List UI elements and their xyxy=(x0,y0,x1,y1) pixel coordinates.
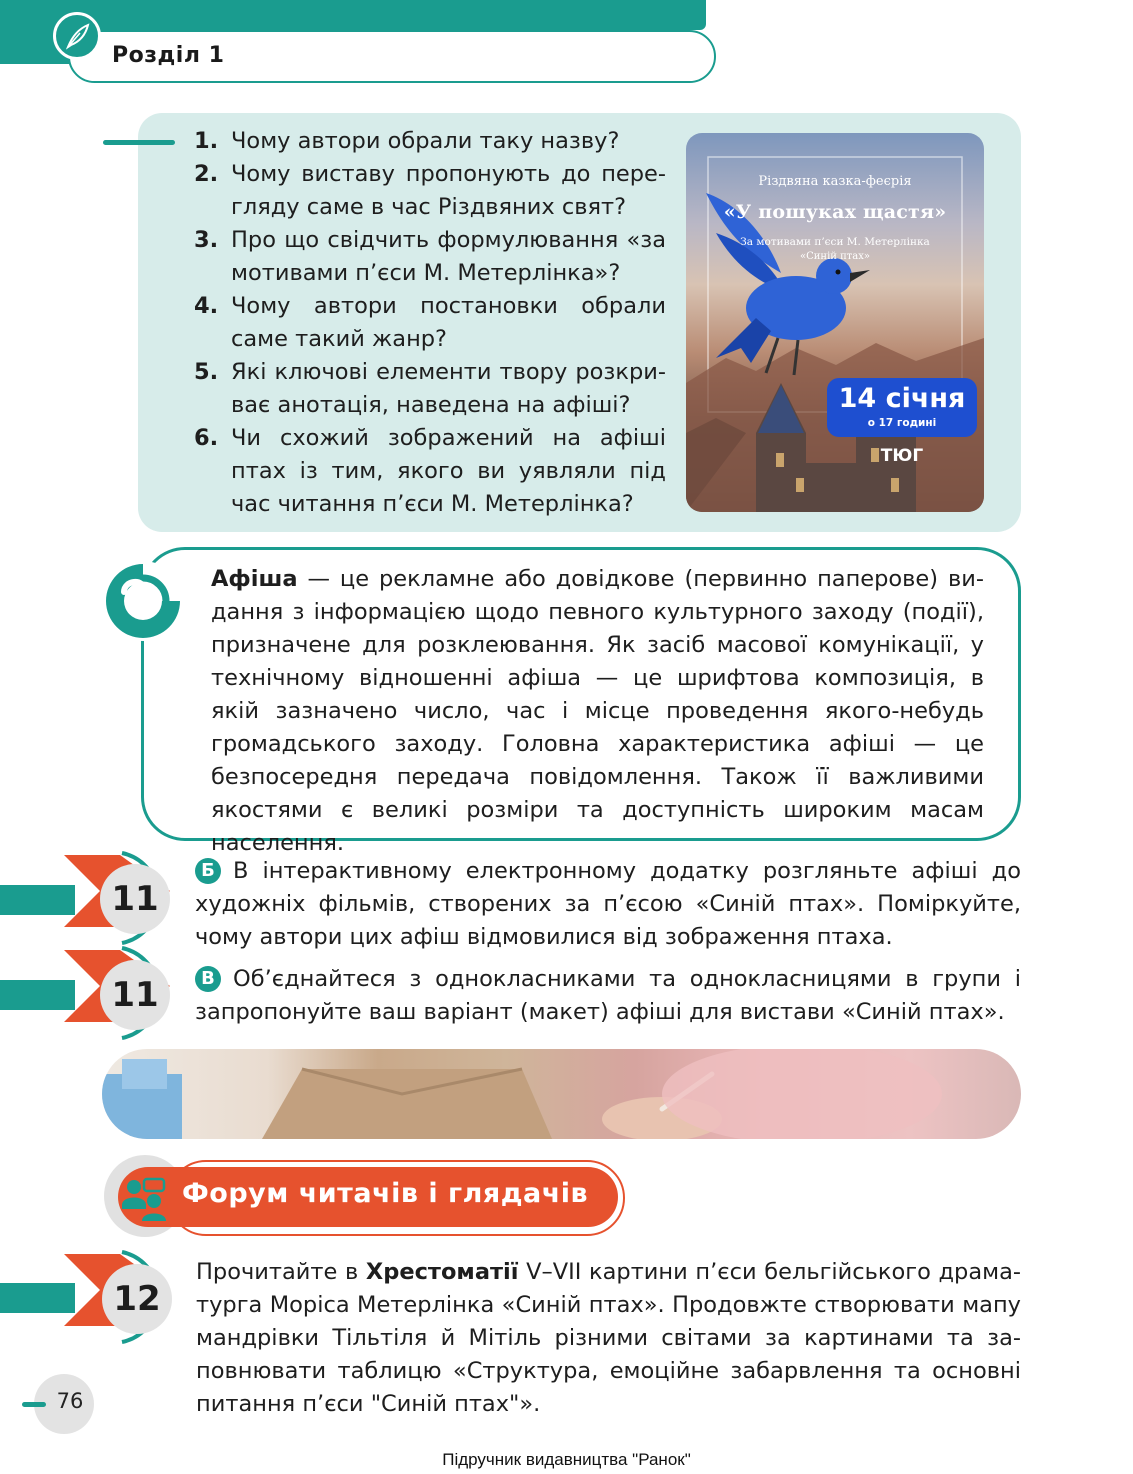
decorative-photo xyxy=(102,1049,1021,1139)
question-number: 4. xyxy=(194,293,219,319)
task-number-badge: 11 xyxy=(100,960,170,1030)
question-text: Які ключові елементи твору розкриває анотація, наведена на афіші? xyxy=(231,359,666,418)
info-question-icon xyxy=(100,558,186,644)
question-text: Чому автори постановки обрали саме такий жанр? xyxy=(231,293,666,352)
discussion-icon xyxy=(118,1175,168,1223)
question-item xyxy=(194,422,666,521)
poster-subtitle: Різдвяна казка-феєрія xyxy=(758,174,912,189)
question-text: Чому автори обрали таку назву? xyxy=(231,128,620,154)
poster-date: 14 січня xyxy=(838,383,966,414)
task-body-end: V–VII картини п’єси бельгійського драматурга Моріса Метерлінка «Синій птах». Продовжте створювати мапу мандрівки Тільтіля й Мітіль різними світами за картинами та заповнювати таблицю «Структура, емоційне забарвлення та основні питання п’єси "Синій птах"». xyxy=(196,1259,1021,1417)
question-item xyxy=(194,224,666,290)
question-item xyxy=(194,290,666,356)
poster-image xyxy=(686,133,984,512)
question-number: 6. xyxy=(194,425,219,451)
question-number: 3. xyxy=(194,227,219,253)
task-number-badge: 12 xyxy=(102,1264,172,1334)
question-number: 5. xyxy=(194,359,219,385)
task-letter-badge: В xyxy=(195,966,221,992)
section-title: Розділ 1 xyxy=(112,43,225,68)
photo-artwork xyxy=(102,1049,1021,1139)
forum-title: Форум читачів і глядачів xyxy=(182,1178,589,1209)
poster-based-on: За мотивами п’єси М. Метерлінка xyxy=(740,236,930,248)
feather-icon xyxy=(62,21,92,51)
task-body-start: Прочитайте в xyxy=(196,1259,366,1285)
question-item xyxy=(194,125,666,158)
definition-text xyxy=(211,563,984,860)
question-text: Про що свідчить формулювання «за мотивами п’єси М. Метерлінка»? xyxy=(231,227,666,286)
poster-source-title: «Синій птах» xyxy=(799,251,871,262)
questions-marker xyxy=(103,140,175,145)
questions-list xyxy=(194,125,666,521)
anthology-title: Хрестоматії xyxy=(365,1259,519,1285)
header-logo xyxy=(53,12,101,60)
question-item xyxy=(194,356,666,422)
definition-term: Афіша xyxy=(211,566,298,592)
poster-title: «У пошуках щастя» xyxy=(723,201,947,223)
question-text: Чи схожий зображений на афіші птах із тим, якого ви уявляли під час читання п’єси М. Метерлінка? xyxy=(231,425,666,517)
task-text xyxy=(196,1256,1021,1421)
task-text xyxy=(195,963,1021,1029)
question-number: 2. xyxy=(194,161,219,187)
task-text xyxy=(195,855,1021,954)
task-letter-badge: Б xyxy=(195,858,221,884)
poster-time: о 17 годині xyxy=(867,417,937,429)
definition-body: — це рекламне або довідкове (первинно паперове) видання з інформацією щодо певного культурного заходу (події), призначене для розклеювання. Як засіб масової комунікації, у технічному відношенні афіша — це шрифтова композиція, в якій зазначено число, час і місце проведення якого-небудь громадського заходу. Головна характеристика афіші — це безпосередня передача повідомлення. Також її важливими якостями є великі розміри та доступність широким масам населення. xyxy=(211,566,984,856)
task-body: В інтерактивному електронному додатку розгляньте афіші до художніх фільмів, створених за п’єсою «Синій птах». Поміркуйте, чому автори цих афіш відмовилися від зображення птаха. xyxy=(195,858,1021,950)
poster-theatre: ТЮГ xyxy=(880,446,924,466)
publisher-credit: Підручник видавництва "Ранок" xyxy=(442,1450,691,1469)
question-text: Чому виставу пропонують до перегляду саме в час Різдвяних свят? xyxy=(231,161,666,220)
question-number: 1. xyxy=(194,128,219,154)
task-body: Об’єднайтеся з однокласниками та однокласницями в групи і запропонуйте ваш варіант (макет) афіші для вистави «Синій птах». xyxy=(195,966,1021,1025)
header-band xyxy=(0,0,706,30)
task-number-badge: 11 xyxy=(100,864,170,934)
question-item xyxy=(194,158,666,224)
page-number: 76 xyxy=(56,1389,84,1413)
